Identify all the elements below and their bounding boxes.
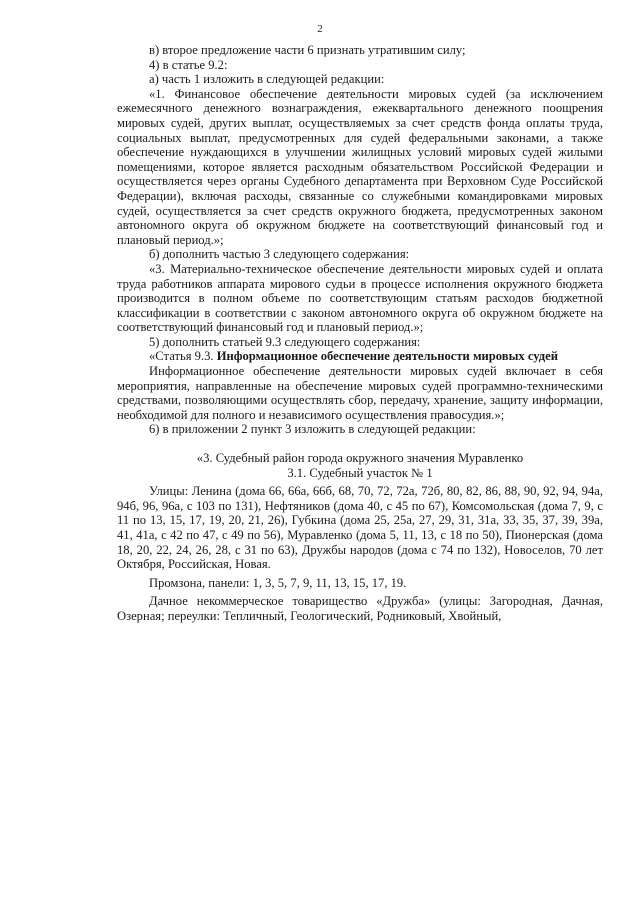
- paragraph-material-support: «3. Материально-техническое обеспечение деятельности мировых судей и оплата труда работников аппарата мирового судьи в процессе исполнения окружного бюджета производится в полном объеме по соответствующим статьям расходов бюджетной классификации в соответствии с законом автономного округа об окружном бюджете на соответствующий финансовый год и плановый период.»;: [117, 261, 603, 335]
- article-heading-title: Информационное обеспечение деятельности мировых судей: [216, 349, 558, 364]
- paragraph-streets-list: Улицы: Ленина (дома 66, 66а, 66б, 68, 70, 72, 72а, 72б, 80, 82, 86, 88, 90, 92, 94, 94а, 94б, 96, 96а, с 103 по 131), Нефтяников (дома 40, с 45 по 67), Комсомольская (дома 7, 9, с 11 по 13, 15, 17, 19, 20, 21, 26), Губкина (дома 25, 25а, 27, 29, 31, 31а, 33, 35, 37, 39, 39а, 41, 41а, с 42 по 47, с 49 по 56), Муравленко (дома 5, 11, 13, с 18 по 50), Пионерская (дома 18, 20, 22, 24, 26, 28, с 31 по 63), Дружбы народов (дома с 74 по 132), Новоселов, 70 лет Октября, Российская, Новая.: [117, 484, 603, 572]
- paragraph-information-support: Информационное обеспечение деятельности мировых судей включает в себя мероприятия, направленные на обеспечение мировых судей программно-техническими средствами, позволяющими осуществлять сбор, передачу, хранение, защиту информации, необходимой для полного и независимого осуществления правосудия.»;: [117, 364, 603, 422]
- paragraph-repeal-sentence: в) второе предложение части 6 признать утратившим силу;: [149, 43, 466, 57]
- paragraph-add-part-3: б) дополнить частью 3 следующего содержания:: [149, 247, 410, 262]
- judicial-section-title: 3.1. Судебный участок № 1: [287, 465, 433, 480]
- paragraph-industrial-zone: Промзона, панели: 1, 3, 5, 7, 9, 11, 13, 15, 17, 19.: [149, 575, 407, 590]
- paragraph-article-9-2: 4) в статье 9.2:: [149, 57, 228, 72]
- article-heading-prefix: «Статья 9.3.: [149, 349, 217, 364]
- paragraph-appendix-2: 6) в приложении 2 пункт 3 изложить в следующей редакции:: [149, 422, 476, 437]
- paragraph-dacha-partnership: Дачное некоммерческое товарищество «Дружба» (улицы: Загородная, Дачная, Озерная; переулки: Тепличный, Геологический, Родниковый, Хвойный,: [117, 594, 603, 623]
- page-number: 2: [317, 23, 323, 35]
- paragraph-part-1-edit: а) часть 1 изложить в следующей редакции:: [149, 72, 385, 87]
- paragraph-add-article-9-3: 5) дополнить статьей 9.3 следующего содержания:: [149, 334, 421, 349]
- article-9-3-heading: [117, 349, 603, 364]
- paragraph-financial-support: «1. Финансовое обеспечение деятельности мировых судей (за исключением ежемесячного денежного вознаграждения, ежеквартального денежного поощрения мировых судей, других выплат, осуществляемых за счет средств фонда оплаты труда, социальных выплат, предусмотренных для судей федеральными законами, а также обеспечение нуждающихся в улучшении жилищных условий мировых судей жилыми помещениями, которое является расходным обязательством Российской Федерации и осуществляется через органы Судебного департамента при Верховном Суде Российской Федерации), включая расходы, связанные со служебными командировками мировых судей, осуществляется за счет средств окружного бюджета, предусмотренных законом автономного округа об окружном бюджете на соответствующий финансовый год и плановый период.»;: [117, 86, 603, 247]
- judicial-district-title: «3. Судебный район города окружного значения Муравленко: [196, 451, 524, 466]
- document-body: [117, 43, 603, 624]
